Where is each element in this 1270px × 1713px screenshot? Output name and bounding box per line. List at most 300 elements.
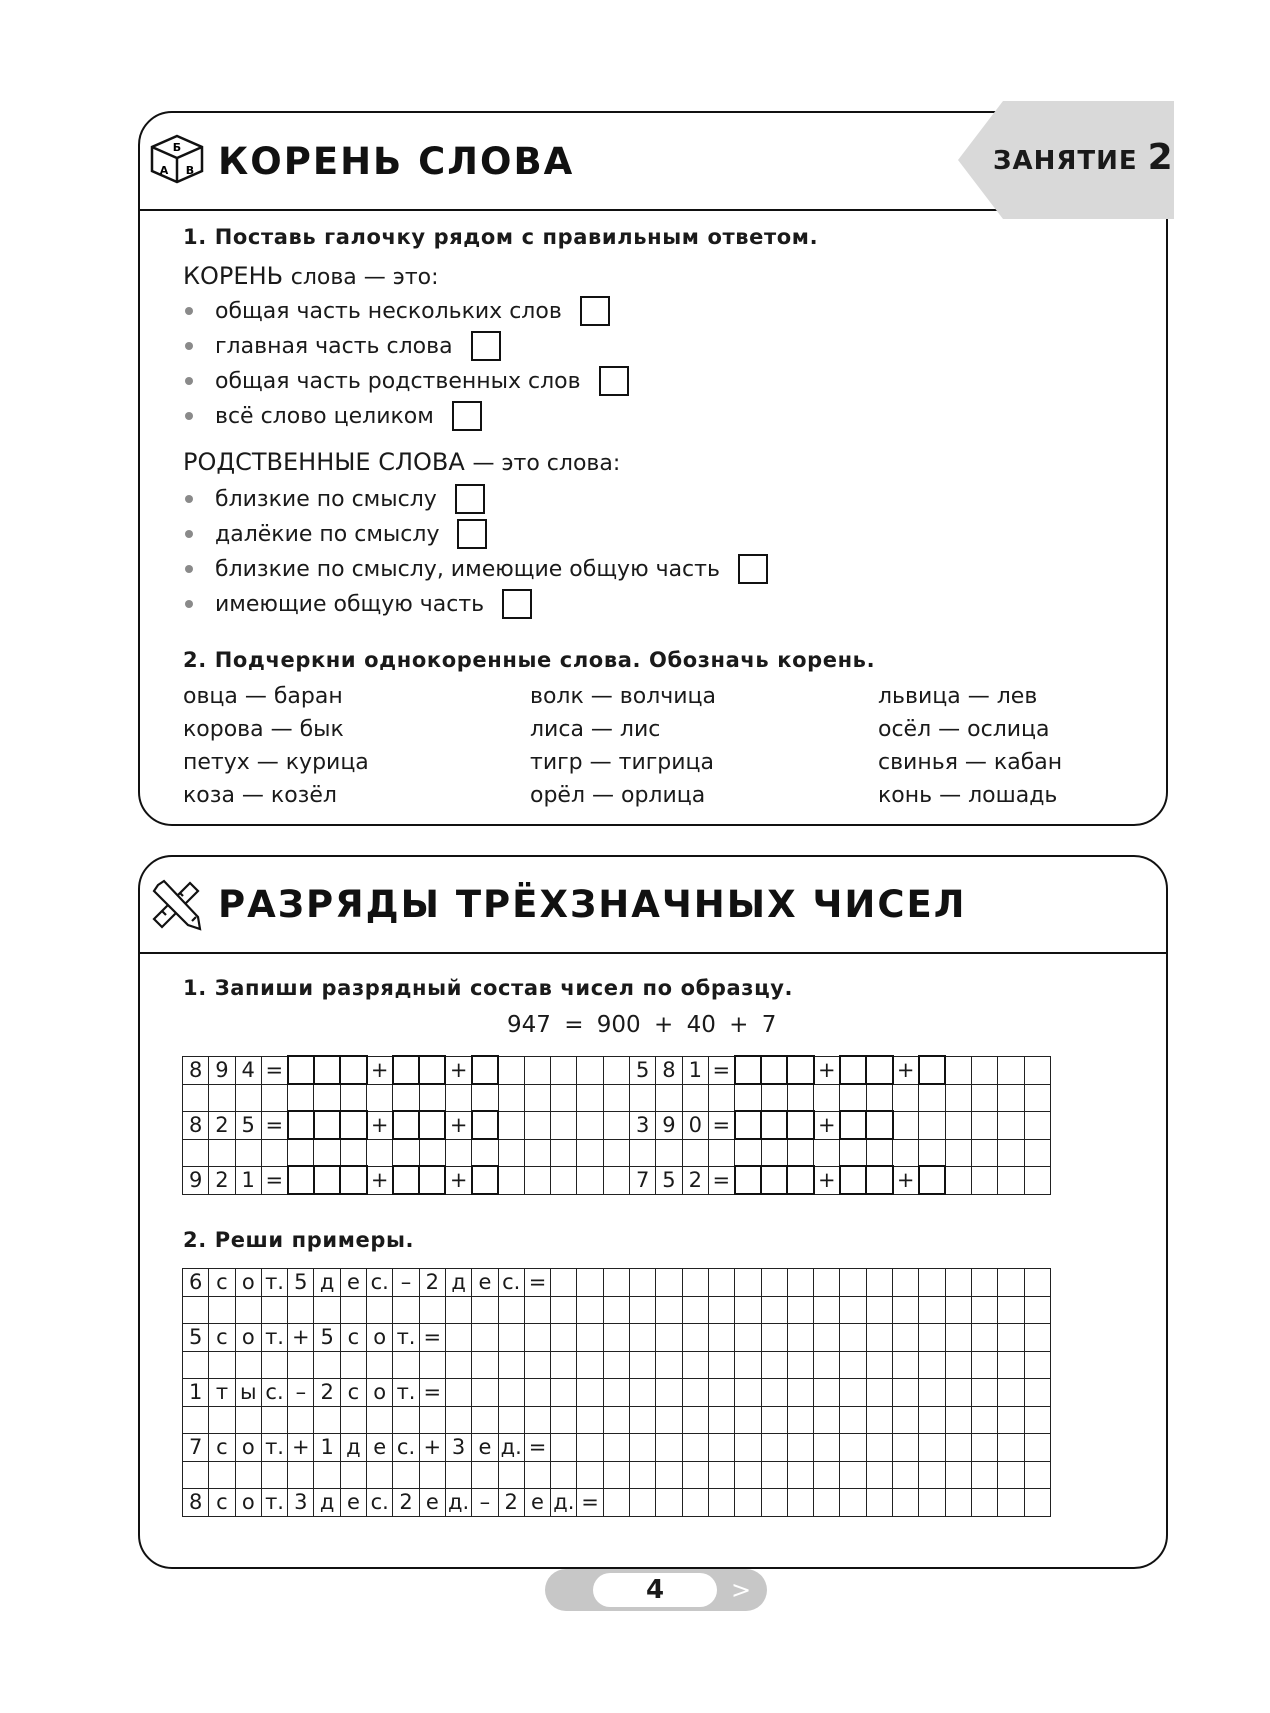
grid-cell[interactable]	[840, 1139, 866, 1166]
grid-cell[interactable]: е	[472, 1434, 498, 1462]
grid-cell[interactable]	[603, 1324, 629, 1352]
grid-cell[interactable]	[787, 1489, 813, 1517]
grid-cell[interactable]	[735, 1324, 761, 1352]
grid-cell[interactable]: с	[209, 1434, 235, 1462]
grid-cell[interactable]	[787, 1084, 813, 1111]
grid-cell[interactable]	[919, 1407, 945, 1434]
grid-cell[interactable]	[603, 1434, 629, 1462]
grid-cell[interactable]	[971, 1166, 997, 1194]
grid-cell[interactable]	[893, 1139, 919, 1166]
grid-cell[interactable]	[577, 1462, 603, 1489]
grid-cell[interactable]	[288, 1352, 314, 1379]
grid-cell[interactable]	[971, 1379, 997, 1407]
checkbox[interactable]	[502, 589, 532, 619]
grid-cell[interactable]	[551, 1111, 577, 1139]
grid-cell[interactable]	[603, 1407, 629, 1434]
grid-cell[interactable]: с	[209, 1324, 235, 1352]
grid-cell[interactable]	[288, 1111, 314, 1139]
grid-cell[interactable]: 8	[183, 1056, 209, 1084]
grid-cell[interactable]	[340, 1166, 366, 1194]
grid-cell[interactable]	[419, 1352, 445, 1379]
grid-cell[interactable]	[656, 1084, 682, 1111]
grid-cell[interactable]	[603, 1489, 629, 1517]
grid-cell[interactable]	[761, 1324, 787, 1352]
grid-cell[interactable]	[183, 1084, 209, 1111]
grid-cell[interactable]: –	[393, 1269, 419, 1297]
grid-cell[interactable]	[577, 1269, 603, 1297]
grid-cell[interactable]	[1024, 1084, 1050, 1111]
grid-cell[interactable]: т	[209, 1379, 235, 1407]
grid-cell[interactable]	[708, 1489, 734, 1517]
grid-cell[interactable]	[735, 1407, 761, 1434]
grid-cell[interactable]	[419, 1462, 445, 1489]
grid-cell[interactable]	[630, 1297, 656, 1324]
grid-cell[interactable]: =	[708, 1166, 734, 1194]
grid-cell[interactable]	[998, 1056, 1024, 1084]
grid-cell[interactable]	[524, 1166, 550, 1194]
grid-cell[interactable]: т.	[261, 1269, 287, 1297]
grid-cell[interactable]	[183, 1462, 209, 1489]
grid-cell[interactable]	[919, 1324, 945, 1352]
grid-cell[interactable]	[183, 1407, 209, 1434]
grid-cell[interactable]	[840, 1297, 866, 1324]
grid-cell[interactable]: 7	[630, 1166, 656, 1194]
grid-cell[interactable]	[472, 1166, 498, 1194]
grid-cell[interactable]: =	[524, 1269, 550, 1297]
grid-cell[interactable]	[603, 1139, 629, 1166]
grid-cell[interactable]	[577, 1111, 603, 1139]
grid-cell[interactable]: +	[814, 1166, 840, 1194]
word-pair[interactable]: львица — лев	[878, 684, 1038, 709]
grid-cell[interactable]: 2	[209, 1111, 235, 1139]
grid-cell[interactable]	[314, 1084, 340, 1111]
grid-cell[interactable]	[893, 1111, 919, 1139]
grid-cell[interactable]	[971, 1462, 997, 1489]
grid-cell[interactable]: е	[367, 1434, 393, 1462]
grid-cell[interactable]	[551, 1269, 577, 1297]
grid-cell[interactable]: =	[261, 1111, 287, 1139]
grid-cell[interactable]: 3	[288, 1489, 314, 1517]
grid-cell[interactable]	[209, 1407, 235, 1434]
grid-cell[interactable]	[787, 1324, 813, 1352]
grid-cell[interactable]	[840, 1434, 866, 1462]
grid-cell[interactable]	[551, 1379, 577, 1407]
word-pair[interactable]: петух — курица	[183, 750, 369, 775]
grid-cell[interactable]	[367, 1462, 393, 1489]
grid-cell[interactable]: +	[288, 1324, 314, 1352]
grid-cell[interactable]	[971, 1297, 997, 1324]
grid-cell[interactable]	[656, 1352, 682, 1379]
grid-cell[interactable]: 5	[288, 1269, 314, 1297]
grid-cell[interactable]	[288, 1139, 314, 1166]
grid-cell[interactable]	[209, 1139, 235, 1166]
grid-cell[interactable]: д	[314, 1269, 340, 1297]
grid-cell[interactable]	[524, 1407, 550, 1434]
grid-cell[interactable]	[893, 1462, 919, 1489]
grid-cell[interactable]	[945, 1139, 971, 1166]
grid-cell[interactable]	[1024, 1407, 1050, 1434]
grid-cell[interactable]	[209, 1297, 235, 1324]
grid-cell[interactable]	[682, 1434, 708, 1462]
grid-cell[interactable]	[603, 1166, 629, 1194]
grid-cell[interactable]	[787, 1434, 813, 1462]
grid-cell[interactable]	[630, 1084, 656, 1111]
grid-cell[interactable]	[971, 1489, 997, 1517]
grid-cell[interactable]	[419, 1407, 445, 1434]
grid-cell[interactable]	[261, 1297, 287, 1324]
grid-cell[interactable]	[577, 1379, 603, 1407]
grid-cell[interactable]	[814, 1407, 840, 1434]
grid-cell[interactable]	[656, 1324, 682, 1352]
grid-cell[interactable]: +	[893, 1166, 919, 1194]
grid-cell[interactable]: с.	[367, 1489, 393, 1517]
grid-cell[interactable]	[814, 1324, 840, 1352]
grid-cell[interactable]	[261, 1462, 287, 1489]
grid-cell[interactable]	[656, 1139, 682, 1166]
grid-cell[interactable]	[340, 1084, 366, 1111]
grid-cell[interactable]	[472, 1111, 498, 1139]
grid-cell[interactable]	[1024, 1352, 1050, 1379]
grid-cell[interactable]: +	[814, 1056, 840, 1084]
grid-cell[interactable]	[761, 1297, 787, 1324]
grid-cell[interactable]	[419, 1166, 445, 1194]
grid-cell[interactable]	[708, 1379, 734, 1407]
grid-cell[interactable]	[1024, 1324, 1050, 1352]
grid-cell[interactable]	[682, 1297, 708, 1324]
grid-cell[interactable]	[393, 1407, 419, 1434]
grid-cell[interactable]	[340, 1139, 366, 1166]
grid-cell[interactable]	[1024, 1434, 1050, 1462]
grid-cell[interactable]	[814, 1084, 840, 1111]
checkbox[interactable]	[455, 484, 485, 514]
grid-cell[interactable]	[498, 1056, 524, 1084]
grid-cell[interactable]	[998, 1111, 1024, 1139]
grid-cell[interactable]	[261, 1084, 287, 1111]
grid-cell[interactable]: 1	[682, 1056, 708, 1084]
grid-cell[interactable]	[472, 1297, 498, 1324]
grid-cell[interactable]	[551, 1462, 577, 1489]
grid-cell[interactable]: т.	[261, 1489, 287, 1517]
grid-cell[interactable]	[866, 1269, 892, 1297]
grid-cell[interactable]	[498, 1462, 524, 1489]
grid-cell[interactable]	[577, 1139, 603, 1166]
grid-cell[interactable]	[945, 1462, 971, 1489]
grid-cell[interactable]: =	[708, 1111, 734, 1139]
grid-cell[interactable]	[866, 1324, 892, 1352]
grid-cell[interactable]	[814, 1352, 840, 1379]
grid-cell[interactable]	[787, 1352, 813, 1379]
grid-cell[interactable]: т.	[261, 1434, 287, 1462]
grid-cell[interactable]	[893, 1379, 919, 1407]
grid-cell[interactable]	[498, 1352, 524, 1379]
grid-cell[interactable]	[209, 1084, 235, 1111]
grid-cell[interactable]	[314, 1297, 340, 1324]
grid-cell[interactable]: 8	[183, 1111, 209, 1139]
grid-cell[interactable]	[551, 1407, 577, 1434]
grid-cell[interactable]	[735, 1462, 761, 1489]
grid-cell[interactable]	[682, 1269, 708, 1297]
grid-cell[interactable]	[314, 1111, 340, 1139]
grid-cell[interactable]	[630, 1379, 656, 1407]
grid-cell[interactable]	[787, 1462, 813, 1489]
grid-cell[interactable]: с	[340, 1379, 366, 1407]
grid-cell[interactable]	[498, 1407, 524, 1434]
grid-cell[interactable]: 9	[183, 1166, 209, 1194]
grid-cell[interactable]: +	[445, 1166, 471, 1194]
grid-cell[interactable]: 2	[419, 1269, 445, 1297]
grid-cell[interactable]	[367, 1084, 393, 1111]
word-pair[interactable]: волк — волчица	[530, 684, 717, 709]
grid-cell[interactable]	[787, 1379, 813, 1407]
grid-cell[interactable]	[840, 1166, 866, 1194]
grid-cell[interactable]	[814, 1379, 840, 1407]
grid-cell[interactable]	[761, 1379, 787, 1407]
grid-cell[interactable]	[866, 1056, 892, 1084]
grid-cell[interactable]	[866, 1139, 892, 1166]
grid-cell[interactable]: –	[288, 1379, 314, 1407]
grid-cell[interactable]	[393, 1462, 419, 1489]
grid-cell[interactable]	[945, 1111, 971, 1139]
grid-cell[interactable]: =	[577, 1489, 603, 1517]
grid-cell[interactable]	[945, 1084, 971, 1111]
grid-cell[interactable]	[971, 1056, 997, 1084]
grid-cell[interactable]	[393, 1111, 419, 1139]
grid-cell[interactable]: 9	[656, 1111, 682, 1139]
grid-cell[interactable]	[340, 1297, 366, 1324]
grid-cell[interactable]	[945, 1489, 971, 1517]
grid-cell[interactable]: 2	[393, 1489, 419, 1517]
grid-cell[interactable]	[971, 1324, 997, 1352]
grid-cell[interactable]	[814, 1269, 840, 1297]
grid-cell[interactable]	[998, 1269, 1024, 1297]
grid-cell[interactable]	[919, 1084, 945, 1111]
grid-cell[interactable]: о	[367, 1324, 393, 1352]
grid-cell[interactable]	[919, 1297, 945, 1324]
grid-cell[interactable]: +	[445, 1111, 471, 1139]
grid-cell[interactable]	[472, 1084, 498, 1111]
grid-cell[interactable]	[551, 1352, 577, 1379]
grid-cell[interactable]: 1	[314, 1434, 340, 1462]
grid-cell[interactable]	[919, 1434, 945, 1462]
grid-cell[interactable]	[735, 1139, 761, 1166]
grid-cell[interactable]	[682, 1407, 708, 1434]
grid-cell[interactable]	[866, 1462, 892, 1489]
grid-cell[interactable]: 5	[656, 1166, 682, 1194]
grid-cell[interactable]	[656, 1462, 682, 1489]
grid-cell[interactable]	[314, 1407, 340, 1434]
grid-cell[interactable]	[314, 1462, 340, 1489]
grid-cell[interactable]: +	[445, 1056, 471, 1084]
grid-cell[interactable]	[893, 1084, 919, 1111]
grid-cell[interactable]: +	[367, 1111, 393, 1139]
grid-cell[interactable]: 5	[314, 1324, 340, 1352]
grid-cell[interactable]	[866, 1379, 892, 1407]
grid-cell[interactable]: =	[419, 1379, 445, 1407]
grid-cell[interactable]	[1024, 1166, 1050, 1194]
grid-cell[interactable]	[288, 1297, 314, 1324]
word-pair[interactable]: конь — лошадь	[878, 783, 1058, 808]
grid-cell[interactable]	[577, 1056, 603, 1084]
grid-cell[interactable]: с	[209, 1489, 235, 1517]
grid-cell[interactable]	[761, 1166, 787, 1194]
grid-cell[interactable]: =	[261, 1166, 287, 1194]
grid-cell[interactable]: е	[419, 1489, 445, 1517]
grid-cell[interactable]	[419, 1297, 445, 1324]
grid-cell[interactable]	[445, 1407, 471, 1434]
grid-cell[interactable]	[971, 1139, 997, 1166]
grid-cell[interactable]	[866, 1297, 892, 1324]
grid-cell[interactable]	[472, 1379, 498, 1407]
grid-cell[interactable]	[419, 1056, 445, 1084]
grid-cell[interactable]	[1024, 1489, 1050, 1517]
grid-cell[interactable]	[998, 1297, 1024, 1324]
grid-cell[interactable]	[682, 1324, 708, 1352]
grid-cell[interactable]	[840, 1084, 866, 1111]
grid-cell[interactable]	[735, 1489, 761, 1517]
grid-cell[interactable]: 3	[630, 1111, 656, 1139]
grid-cell[interactable]	[445, 1379, 471, 1407]
grid-cell[interactable]	[682, 1462, 708, 1489]
grid-cell[interactable]: 5	[630, 1056, 656, 1084]
grid-cell[interactable]	[445, 1352, 471, 1379]
grid-cell[interactable]	[630, 1462, 656, 1489]
grid-cell[interactable]	[340, 1056, 366, 1084]
grid-cell[interactable]	[524, 1352, 550, 1379]
grid-cell[interactable]	[393, 1352, 419, 1379]
grid-cell[interactable]	[682, 1084, 708, 1111]
grid-cell[interactable]	[945, 1407, 971, 1434]
grid-cell[interactable]	[1024, 1056, 1050, 1084]
grid-cell[interactable]	[340, 1462, 366, 1489]
grid-cell[interactable]	[551, 1297, 577, 1324]
grid-cell[interactable]	[735, 1379, 761, 1407]
grid-cell[interactable]: +	[367, 1056, 393, 1084]
grid-cell[interactable]	[919, 1379, 945, 1407]
grid-cell[interactable]	[340, 1111, 366, 1139]
grid-cell[interactable]	[498, 1166, 524, 1194]
grid-cell[interactable]	[998, 1139, 1024, 1166]
grid-cell[interactable]: 1	[235, 1166, 261, 1194]
grid-cell[interactable]	[893, 1407, 919, 1434]
grid-cell[interactable]	[735, 1269, 761, 1297]
grid-cell[interactable]	[761, 1462, 787, 1489]
grid-cell[interactable]: д	[314, 1489, 340, 1517]
grid-cell[interactable]	[1024, 1297, 1050, 1324]
grid-cell[interactable]	[735, 1166, 761, 1194]
grid-cell[interactable]	[840, 1407, 866, 1434]
grid-cell[interactable]	[998, 1166, 1024, 1194]
grid-cell[interactable]	[1024, 1111, 1050, 1139]
grid-cell[interactable]	[393, 1084, 419, 1111]
grid-cell[interactable]	[551, 1434, 577, 1462]
grid-cell[interactable]	[524, 1462, 550, 1489]
grid-cell[interactable]	[866, 1111, 892, 1139]
grid-cell[interactable]	[998, 1324, 1024, 1352]
grid-cell[interactable]	[919, 1352, 945, 1379]
grid-cell[interactable]	[893, 1269, 919, 1297]
grid-cell[interactable]	[524, 1139, 550, 1166]
grid-cell[interactable]	[603, 1269, 629, 1297]
grid-cell[interactable]: =	[419, 1324, 445, 1352]
grid-cell[interactable]	[761, 1056, 787, 1084]
grid-cell[interactable]	[919, 1139, 945, 1166]
grid-cell[interactable]	[866, 1166, 892, 1194]
grid-cell[interactable]	[445, 1462, 471, 1489]
grid-cell[interactable]	[577, 1084, 603, 1111]
grid-cell[interactable]	[787, 1407, 813, 1434]
grid-cell[interactable]	[288, 1056, 314, 1084]
grid-cell[interactable]	[603, 1084, 629, 1111]
grid-cell[interactable]	[945, 1434, 971, 1462]
word-pair[interactable]: осёл — ослица	[878, 717, 1050, 742]
grid-cell[interactable]	[577, 1352, 603, 1379]
grid-cell[interactable]: т.	[261, 1324, 287, 1352]
grid-cell[interactable]	[656, 1379, 682, 1407]
grid-cell[interactable]	[945, 1352, 971, 1379]
grid-cell[interactable]	[840, 1056, 866, 1084]
grid-cell[interactable]	[498, 1324, 524, 1352]
grid-cell[interactable]	[630, 1407, 656, 1434]
grid-cell[interactable]	[498, 1297, 524, 1324]
grid-cell[interactable]	[577, 1434, 603, 1462]
grid-cell[interactable]	[708, 1269, 734, 1297]
grid-cell[interactable]	[708, 1139, 734, 1166]
grid-cell[interactable]: +	[814, 1111, 840, 1139]
grid-cell[interactable]: 2	[314, 1379, 340, 1407]
grid-cell[interactable]	[419, 1111, 445, 1139]
grid-cell[interactable]	[472, 1139, 498, 1166]
grid-cell[interactable]	[472, 1462, 498, 1489]
grid-cell[interactable]	[603, 1111, 629, 1139]
grid-cell[interactable]	[498, 1379, 524, 1407]
grid-cell[interactable]: 7	[183, 1434, 209, 1462]
grid-cell[interactable]	[656, 1434, 682, 1462]
grid-cell[interactable]	[708, 1434, 734, 1462]
grid-cell[interactable]	[682, 1352, 708, 1379]
grid-cell[interactable]: д.	[551, 1489, 577, 1517]
grid-cell[interactable]	[866, 1434, 892, 1462]
grid-cell[interactable]	[971, 1084, 997, 1111]
grid-cell[interactable]	[577, 1407, 603, 1434]
grid-cell[interactable]	[893, 1489, 919, 1517]
grid-cell[interactable]: е	[340, 1489, 366, 1517]
grid-cell[interactable]	[656, 1297, 682, 1324]
grid-cell[interactable]	[261, 1139, 287, 1166]
grid-cell[interactable]	[708, 1407, 734, 1434]
grid-cell[interactable]	[288, 1462, 314, 1489]
checkbox[interactable]	[471, 331, 501, 361]
grid-cell[interactable]: д.	[445, 1489, 471, 1517]
word-pair[interactable]: коза — козёл	[183, 783, 337, 808]
grid-cell[interactable]	[761, 1407, 787, 1434]
grid-cell[interactable]: ы	[235, 1379, 261, 1407]
grid-cell[interactable]	[183, 1352, 209, 1379]
grid-cell[interactable]: 0	[682, 1111, 708, 1139]
grid-cell[interactable]: =	[708, 1056, 734, 1084]
grid-cell[interactable]	[945, 1379, 971, 1407]
grid-cell[interactable]	[840, 1324, 866, 1352]
grid-cell[interactable]: о	[235, 1269, 261, 1297]
grid-cell[interactable]	[524, 1297, 550, 1324]
grid-cell[interactable]	[787, 1139, 813, 1166]
grid-cell[interactable]: 2	[498, 1489, 524, 1517]
grid-cell[interactable]	[551, 1139, 577, 1166]
grid-cell[interactable]	[735, 1297, 761, 1324]
word-pair[interactable]: овца — баран	[183, 684, 343, 709]
checkbox[interactable]	[580, 296, 610, 326]
grid-cell[interactable]	[445, 1297, 471, 1324]
grid-cell[interactable]	[866, 1352, 892, 1379]
